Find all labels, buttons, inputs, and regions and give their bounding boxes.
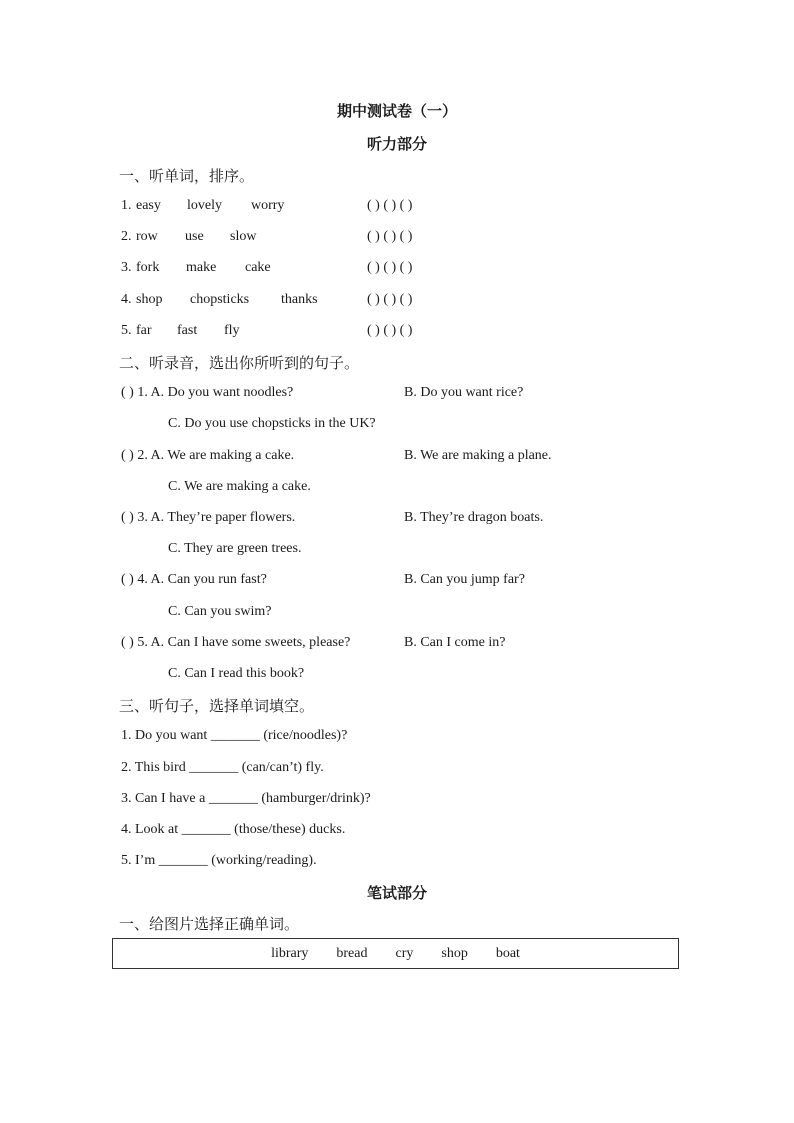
listening-section-title: 听力部分 <box>366 137 427 153</box>
word: fork <box>136 260 160 275</box>
row-number: 5. <box>121 323 132 338</box>
question-3-option-c: C. They are green trees. <box>168 541 302 556</box>
question-1-option-c: C. Do you use chopsticks in the UK? <box>168 416 376 431</box>
word: thanks <box>281 292 318 307</box>
question-2-option-a: ( ) 2. A. We are making a cake. <box>121 448 295 463</box>
word: cake <box>245 260 271 275</box>
question-5-option-a: ( ) 5. A. Can I have some sweets, please? <box>121 635 351 650</box>
part1-heading: 一、听单词，排序。 <box>119 167 255 185</box>
word: chopsticks <box>190 292 250 307</box>
part3-heading: 三、听句子，选择单词填空。 <box>119 697 315 715</box>
row-number: 4. <box>121 292 132 307</box>
written-part1-heading: 一、给图片选择正确单词。 <box>119 915 300 933</box>
question-2-option-c: C. We are making a cake. <box>168 479 311 494</box>
fill-blank-item[interactable]: 1. Do you want _______ (rice/noodles)? <box>121 728 348 743</box>
question-3-option-a: ( ) 3. A. They’re paper flowers. <box>121 510 296 525</box>
word: slow <box>230 229 257 244</box>
word: easy <box>136 198 161 213</box>
answer-blanks[interactable]: ( ) ( ) ( ) <box>367 292 413 307</box>
fill-blank-item[interactable]: 5. I’m _______ (working/reading). <box>121 853 317 868</box>
row-number: 3. <box>121 260 132 275</box>
word: row <box>136 229 158 244</box>
word: fast <box>177 323 198 338</box>
fill-blank-item[interactable]: 2. This bird _______ (can/can’t) fly. <box>121 760 324 775</box>
word-bank-box <box>112 938 679 969</box>
question-4-option-b: B. Can you jump far? <box>404 572 525 587</box>
written-section-title: 笔试部分 <box>366 886 427 902</box>
word: worry <box>251 198 285 213</box>
word-bank-item: cry <box>395 945 414 961</box>
page-title: 期中测试卷（一） <box>336 104 457 120</box>
word-bank-item: library <box>271 945 309 961</box>
word: shop <box>136 292 163 307</box>
word-bank-item: boat <box>495 945 520 961</box>
question-1-option-a: ( ) 1. A. Do you want noodles? <box>121 385 294 400</box>
answer-blanks[interactable]: ( ) ( ) ( ) <box>367 260 413 275</box>
question-4-option-c: C. Can you swim? <box>168 604 272 619</box>
question-2-option-b: B. We are making a plane. <box>404 448 552 463</box>
answer-blanks[interactable]: ( ) ( ) ( ) <box>367 198 413 213</box>
question-4-option-a: ( ) 4. A. Can you run fast? <box>121 572 267 587</box>
word-bank-item: bread <box>336 945 368 961</box>
word: fly <box>224 323 240 338</box>
question-3-option-b: B. They’re dragon boats. <box>404 510 544 525</box>
question-5-option-b: B. Can I come in? <box>404 635 506 650</box>
word-bank-item: shop <box>441 945 468 961</box>
row-number: 2. <box>121 229 132 244</box>
word: make <box>186 260 217 275</box>
fill-blank-item[interactable]: 4. Look at _______ (those/these) ducks. <box>121 822 346 837</box>
answer-blanks[interactable]: ( ) ( ) ( ) <box>367 323 413 338</box>
row-number: 1. <box>121 198 132 213</box>
answer-blanks[interactable]: ( ) ( ) ( ) <box>367 229 413 244</box>
question-5-option-c: C. Can I read this book? <box>168 666 305 681</box>
question-1-option-b: B. Do you want rice? <box>404 385 524 400</box>
word: use <box>185 229 204 244</box>
part2-heading: 二、听录音，选出你所听到的句子。 <box>119 354 360 372</box>
word: lovely <box>187 198 222 213</box>
word: far <box>136 323 152 338</box>
fill-blank-item[interactable]: 3. Can I have a _______ (hamburger/drink)? <box>121 791 371 806</box>
